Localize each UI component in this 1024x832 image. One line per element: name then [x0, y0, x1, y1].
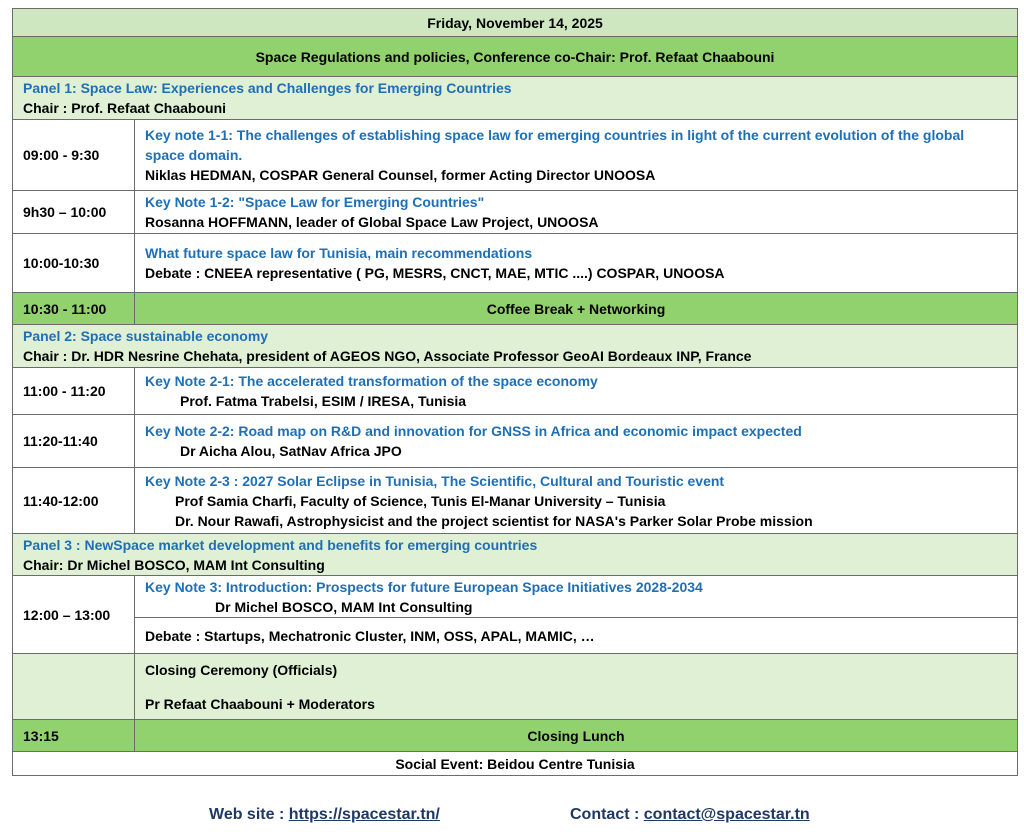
panel2-header — [13, 325, 1018, 368]
panel2-header-row — [13, 325, 1018, 368]
talk-cell — [135, 368, 1018, 415]
coffee-label: Coffee Break + Networking — [135, 293, 1018, 325]
lunch-label: Closing Lunch — [135, 720, 1018, 752]
website-label: Web site : — [209, 806, 289, 823]
talk-title: Key note 1-1: The challenges of establishing space law for emerging countries in light of the current evolution of the global space domain. — [145, 127, 965, 163]
talk-speaker-2: Dr. Nour Rawafi, Astrophysicist and the project scientist for NASA's Parker Solar Probe mission — [175, 512, 813, 529]
talk-cell — [135, 415, 1018, 468]
panel2-title: Panel 2: Space sustainable economy — [23, 328, 269, 344]
lunch-time: 13:15 — [13, 720, 135, 752]
table-row — [13, 120, 1018, 191]
talk-cell — [135, 468, 1018, 534]
talk-speaker: Rosanna HOFFMANN, leader of Global Space Law Project, UNOOSA — [145, 214, 599, 230]
panel1-header-row — [13, 77, 1018, 120]
talk-speaker: Prof. Fatma Trabelsi, ESIM / IRESA, Tunisia — [180, 393, 467, 409]
session-row — [13, 37, 1018, 77]
closing-ceremony-people: Pr Refaat Chaabouni + Moderators — [145, 695, 375, 712]
table-row — [13, 415, 1018, 468]
closing-ceremony-row — [13, 654, 1018, 720]
talk-time: 12:00 – 13:00 — [13, 576, 135, 654]
talk-cell — [135, 120, 1018, 191]
website-link[interactable]: https://spacestar.tn/ — [288, 806, 440, 823]
table-row — [13, 234, 1018, 293]
closing-time-empty — [13, 654, 135, 720]
closing-ceremony-cell — [135, 654, 1018, 720]
table-row — [13, 576, 1018, 618]
spacer — [145, 680, 1007, 694]
coffee-time: 10:30 - 11:00 — [13, 293, 135, 325]
footer — [0, 806, 1024, 828]
session-title: Space Regulations and policies, Conference co-Chair: Prof. Refaat Chaabouni — [13, 37, 1018, 77]
talk-time: 10:00-10:30 — [13, 234, 135, 293]
table-row — [13, 191, 1018, 234]
talk-title: Key Note 2-2: Road map on R&D and innovation for GNSS in Africa and economic impact expected — [145, 423, 802, 439]
talk-speaker: Debate : CNEEA representative ( PG, MESRS, CNCT, MAE, MTIC ....) COSPAR, UNOOSA — [145, 265, 725, 281]
talk-cell — [135, 191, 1018, 234]
talk-speaker: Niklas HEDMAN, COSPAR General Counsel, former Acting Director UNOOSA — [145, 167, 656, 183]
social-event: Social Event: Beidou Centre Tunisia — [13, 752, 1018, 776]
contact-email-link[interactable]: contact@spacestar.tn — [643, 806, 810, 823]
talk-speaker: Dr Aicha Alou, SatNav Africa JPO — [180, 443, 402, 459]
debate-cell: Debate : Startups, Mechatronic Cluster, INM, OSS, APAL, MAMIC, … — [135, 618, 1018, 654]
table-row — [13, 618, 1018, 654]
lunch-row — [13, 720, 1018, 752]
coffee-row — [13, 293, 1018, 325]
talk-title: What future space law for Tunisia, main recommendations — [145, 245, 533, 261]
panel1-header — [13, 77, 1018, 120]
program-table — [12, 8, 1018, 776]
panel3-chair: Chair: Dr Michel BOSCO, MAM Int Consulting — [23, 556, 325, 573]
panel1-title: Panel 1: Space Law: Experiences and Challenges for Emerging Countries — [23, 80, 512, 96]
talk-cell — [135, 576, 1018, 618]
social-row — [13, 752, 1018, 776]
talk-speaker: Prof Samia Charfi, Faculty of Science, Tunis El-Manar University – Tunisia — [175, 492, 666, 509]
talk-time: 11:00 - 11:20 — [13, 368, 135, 415]
website-block — [209, 806, 440, 824]
date-cell: Friday, November 14, 2025 — [13, 9, 1018, 37]
panel1-chair: Chair : Prof. Refaat Chaabouni — [23, 100, 227, 116]
talk-time: 9h30 – 10:00 — [13, 191, 135, 234]
date-row — [13, 9, 1018, 37]
panel3-header-row — [13, 534, 1018, 576]
talk-title: Key Note 2-3 : 2027 Solar Eclipse in Tunisia, The Scientific, Cultural and Touristic event — [145, 472, 725, 489]
panel2-chair: Chair : Dr. HDR Nesrine Chehata, president of AGEOS NGO, Associate Professor GeoAI Bordeaux INP, France — [23, 348, 752, 364]
talk-title: Key Note 2-1: The accelerated transformation of the space economy — [145, 373, 598, 389]
panel3-title: Panel 3 : NewSpace market development and benefits for emerging countries — [23, 536, 538, 553]
talk-speaker: Dr Michel BOSCO, MAM Int Consulting — [215, 598, 473, 615]
talk-time: 11:20-11:40 — [13, 415, 135, 468]
contact-block — [570, 806, 810, 824]
table-row — [13, 468, 1018, 534]
talk-time: 09:00 - 9:30 — [13, 120, 135, 191]
table-row — [13, 368, 1018, 415]
talk-time: 11:40-12:00 — [13, 468, 135, 534]
panel3-header — [13, 534, 1018, 576]
talk-title: Key Note 3: Introduction: Prospects for future European Space Initiatives 2028-2034 — [145, 578, 703, 595]
contact-label: Contact : — [570, 806, 644, 823]
closing-ceremony-title: Closing Ceremony (Officials) — [145, 661, 338, 678]
talk-title: Key Note 1-2: "Space Law for Emerging Countries" — [145, 194, 485, 210]
talk-cell — [135, 234, 1018, 293]
